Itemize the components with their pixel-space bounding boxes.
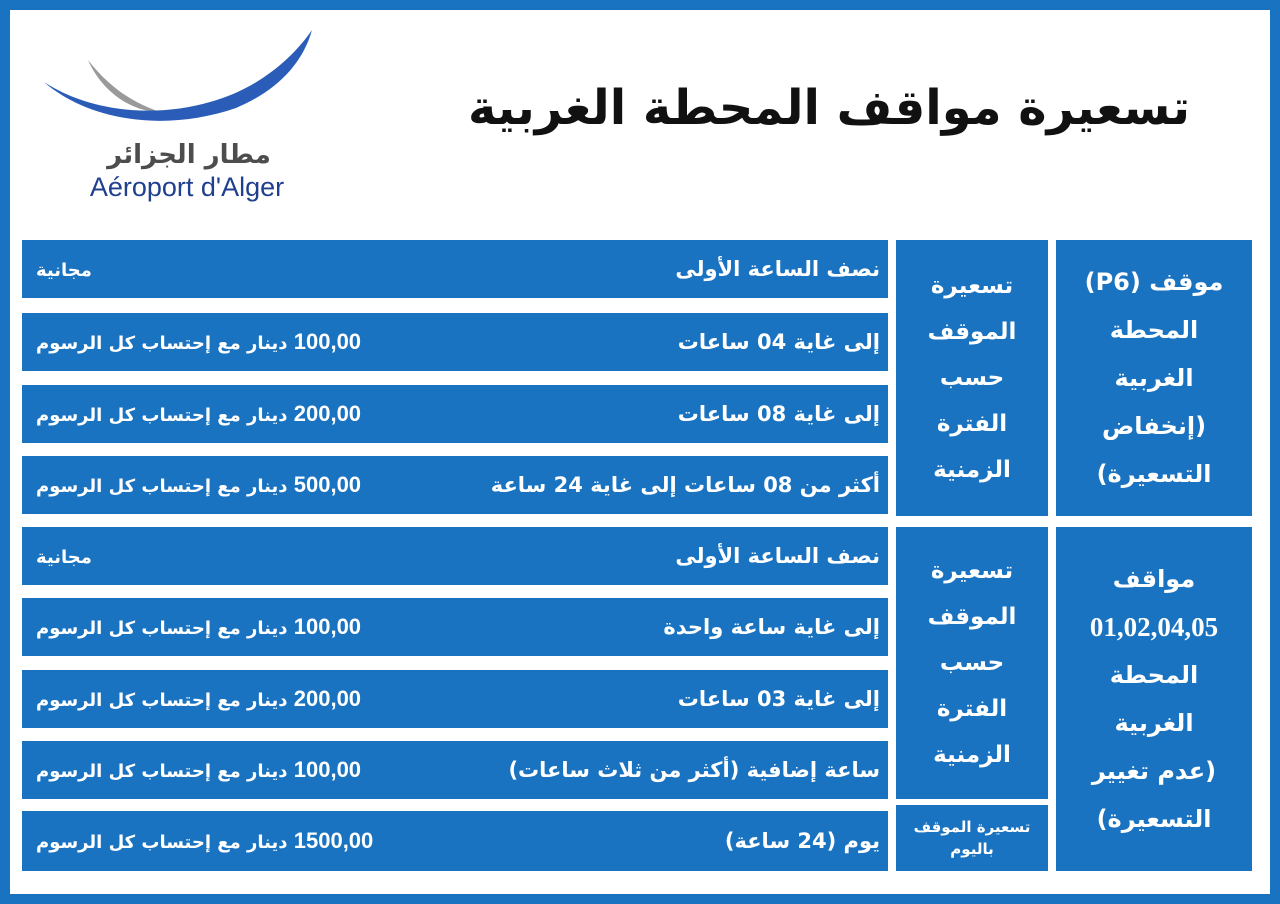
price-value bbox=[36, 472, 361, 498]
rate-mode-label bbox=[896, 527, 1048, 799]
price-value bbox=[36, 401, 361, 427]
duration-label: إلى غاية 03 ساعات bbox=[677, 687, 880, 711]
price-value bbox=[36, 543, 92, 569]
rate-row bbox=[22, 313, 888, 371]
parking-line: الغربية bbox=[1114, 364, 1194, 392]
page-title: تسعيرة مواقف المحطة الغربية bbox=[467, 80, 1190, 136]
rate-row bbox=[22, 385, 888, 443]
parking-line: المحطة bbox=[1109, 661, 1199, 689]
daily-mode-line: باليوم bbox=[950, 840, 994, 858]
mode-line: حسب bbox=[939, 650, 1005, 676]
rate-row bbox=[22, 598, 888, 656]
price-text: مجانية bbox=[36, 260, 92, 281]
parking-line: موقف (P6) bbox=[1084, 268, 1224, 296]
parking-label-01-05 bbox=[1056, 527, 1252, 871]
airport-logo bbox=[40, 30, 320, 210]
duration-label: إلى غاية 08 ساعات bbox=[677, 402, 880, 426]
duration-label: إلى غاية ساعة واحدة bbox=[663, 615, 880, 639]
rate-mode-label bbox=[896, 240, 1048, 516]
rate-row bbox=[22, 527, 888, 585]
mode-line: الزمنية bbox=[933, 457, 1011, 483]
mode-line: حسب bbox=[939, 365, 1005, 391]
daily-rate-row bbox=[22, 811, 888, 871]
price-text: دينار مع إحتساب كل الرسوم bbox=[36, 333, 288, 354]
duration-label: نصف الساعة الأولى bbox=[675, 257, 880, 281]
rate-row bbox=[22, 670, 888, 728]
parking-line: (إنخفاض bbox=[1101, 412, 1207, 440]
parking-label-p6 bbox=[1056, 240, 1252, 516]
price-amount: 100,00 bbox=[293, 757, 362, 782]
parking-line: المحطة bbox=[1109, 316, 1199, 344]
price-text: دينار مع إحتساب كل الرسوم bbox=[36, 618, 288, 639]
duration-label: أكثر من 08 ساعات إلى غاية 24 ساعة bbox=[490, 473, 880, 497]
price-text: دينار مع إحتساب كل الرسوم bbox=[36, 832, 288, 853]
price-value bbox=[36, 329, 361, 355]
price-amount: 500,00 bbox=[293, 472, 362, 497]
parking-line: الغربية bbox=[1114, 709, 1194, 737]
duration-label: إلى غاية 04 ساعات bbox=[677, 330, 880, 354]
mode-line: تسعيرة bbox=[930, 558, 1014, 584]
price-value bbox=[36, 686, 361, 712]
price-text: دينار مع إحتساب كل الرسوم bbox=[36, 405, 288, 426]
mode-line: الموقف bbox=[927, 319, 1017, 345]
price-text: دينار مع إحتساب كل الرسوم bbox=[36, 690, 288, 711]
price-text: دينار مع إحتساب كل الرسوم bbox=[36, 761, 288, 782]
price-value bbox=[36, 256, 92, 282]
rate-row bbox=[22, 456, 888, 514]
price-amount: 200,00 bbox=[293, 401, 362, 426]
mode-line: الفترة bbox=[936, 411, 1008, 437]
mode-line: الموقف bbox=[927, 604, 1017, 630]
parking-line: 01,02,04,05 bbox=[1089, 612, 1219, 642]
logo-swoosh-icon bbox=[40, 30, 320, 140]
parking-line: التسعيرة) bbox=[1096, 460, 1212, 488]
price-amount: 200,00 bbox=[293, 686, 362, 711]
mode-line: الفترة bbox=[936, 696, 1008, 722]
mode-line: تسعيرة bbox=[930, 273, 1014, 299]
price-value bbox=[36, 757, 361, 783]
price-value bbox=[36, 614, 361, 640]
daily-rate-label bbox=[896, 805, 1048, 871]
logo-french-text: Aéroport d'Alger bbox=[89, 172, 285, 202]
parking-line: التسعيرة) bbox=[1096, 805, 1212, 833]
logo-arabic-text: مطار الجزائر bbox=[107, 140, 271, 170]
parking-line: مواقف bbox=[1112, 565, 1196, 593]
duration-label: ساعة إضافية (أكثر من ثلاث ساعات) bbox=[508, 758, 880, 782]
price-amount: 1500,00 bbox=[293, 828, 374, 853]
price-text: دينار مع إحتساب كل الرسوم bbox=[36, 476, 288, 497]
daily-mode-line: تسعيرة الموقف bbox=[913, 818, 1031, 836]
price-text: مجانية bbox=[36, 547, 92, 568]
price-amount: 100,00 bbox=[293, 614, 362, 639]
rate-row bbox=[22, 741, 888, 799]
duration-label: يوم (24 ساعة) bbox=[724, 829, 880, 853]
mode-line: الزمنية bbox=[933, 742, 1011, 768]
rate-row bbox=[22, 240, 888, 298]
duration-label: نصف الساعة الأولى bbox=[675, 544, 880, 568]
price-value bbox=[36, 828, 373, 854]
price-amount: 100,00 bbox=[293, 329, 362, 354]
parking-line: (عدم تغيير bbox=[1091, 757, 1217, 785]
